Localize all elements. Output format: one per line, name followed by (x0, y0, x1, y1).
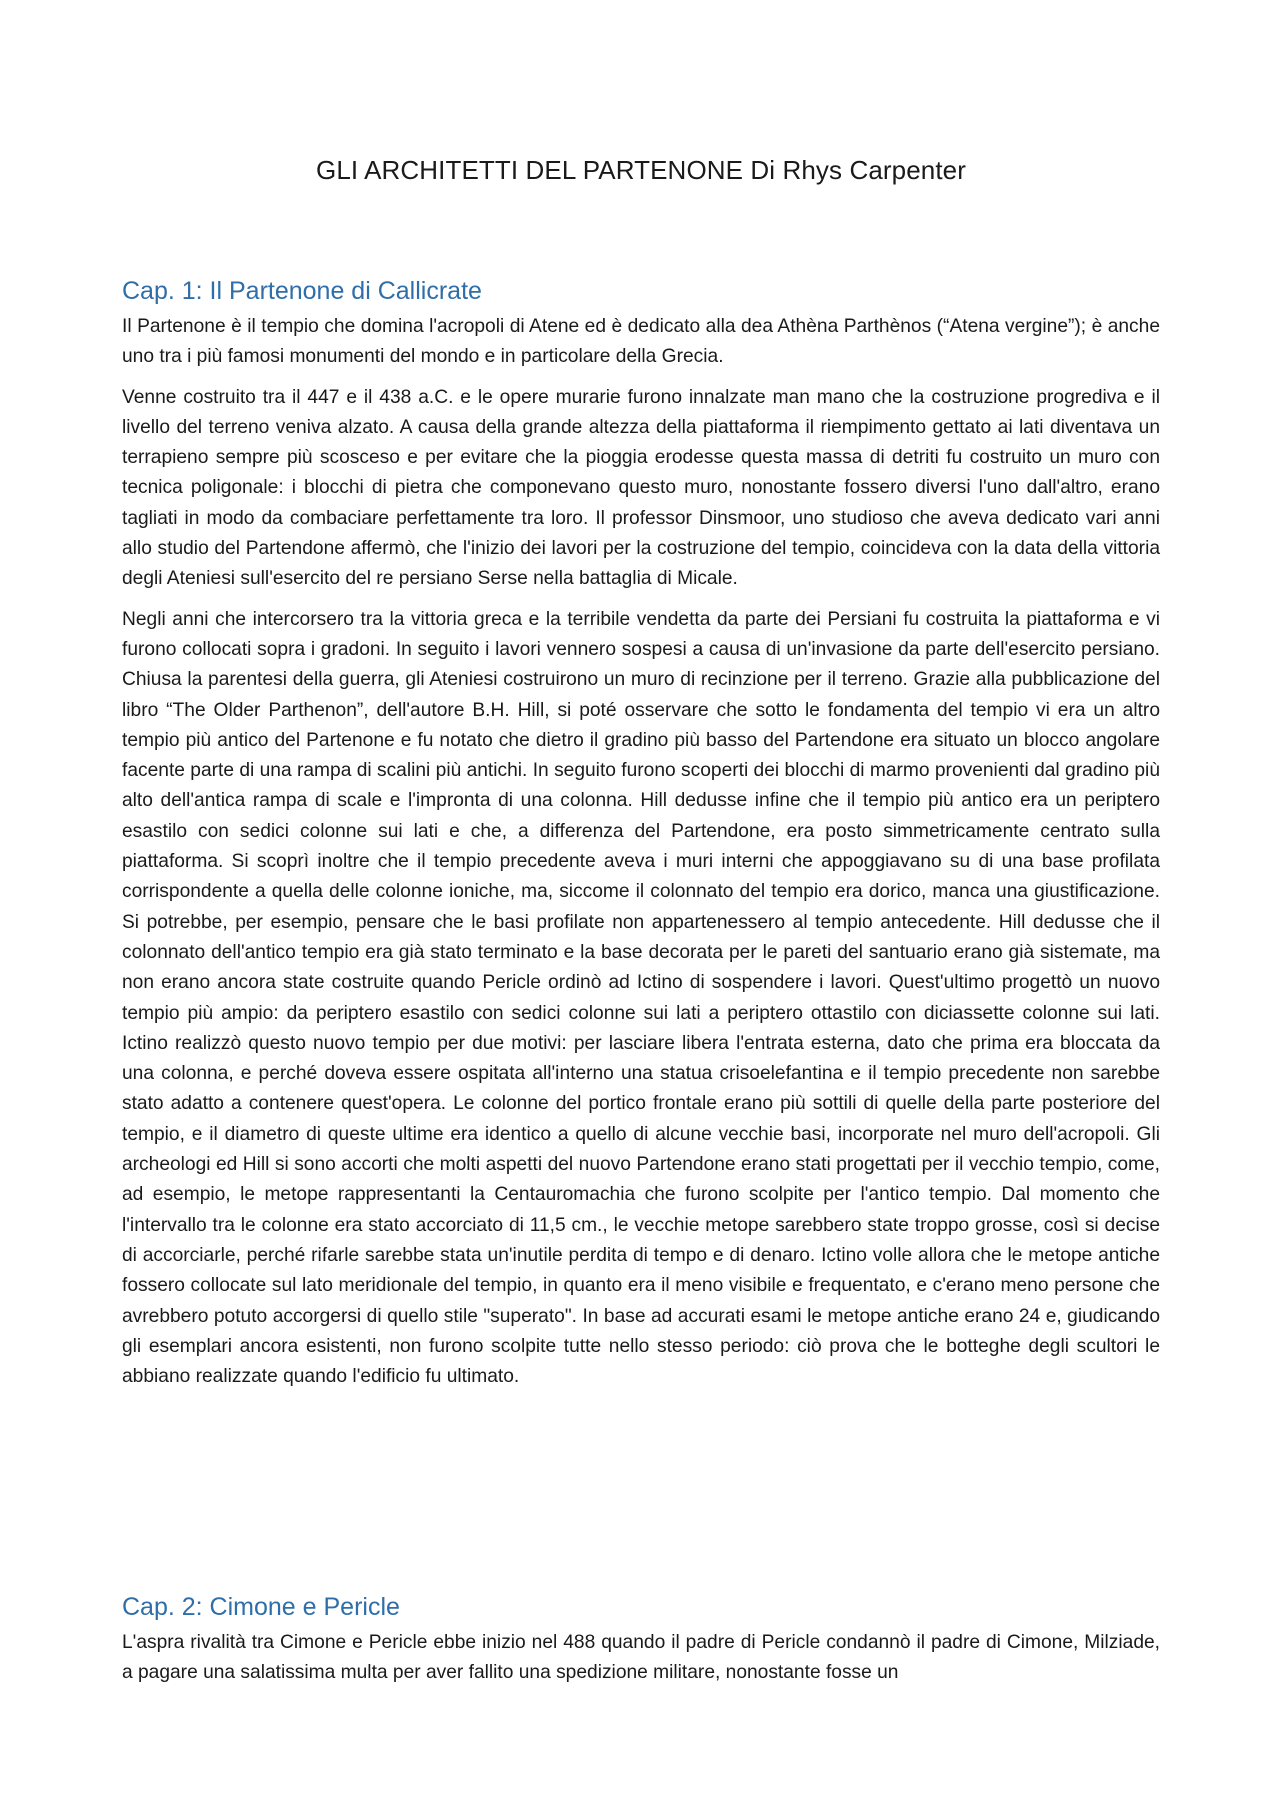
chapter-1-paragraph-1: Il Partenone è il tempio che domina l'acropoli di Atene ed è dedicato alla dea Athèna Parthènos (“Atena vergine”); è anche uno tra i più famosi monumenti del mondo e in particolare della Grecia. (122, 316, 1160, 368)
document-title: GLI ARCHITETTI DEL PARTENONE Di Rhys Carpenter (316, 155, 966, 185)
chapter-1-paragraph-3: Negli anni che intercorsero tra la vittoria greca e la terribile vendetta da parte dei Persiani fu costruita la piattaforma e vi furono collocati sopra i gradoni. In seguito i lavori vennero sospesi a causa di un'invasione da parte dell'esercito persiano. Chiusa la parentesi della guerra, gli Ateniesi costruirono un muro di recinzione per il terreno. Grazie alla pubblicazione del libro “The Older Parthenon”, dell'autore B.H. Hill, si poté osservare che sotto le fondamenta del tempio vi era un altro tempio più antico del Partenone e fu notato che dietro il gradino più basso del Partendone era situato un blocco angolare facente parte di una rampa di scalini più antichi. In seguito furono scoperti dei blocchi di marmo provenienti dal gradino più alto dell'antica rampa di scale e l'impronta di una colonna. Hill dedusse infine che il tempio più antico era un periptero esastilo con sedici colonne sui lati e che, a differenza del Partendone, era posto simmetricamente centrato sulla piattaforma. Si scoprì inoltre che il tempio precedente aveva i muri interni che appoggiavano su di una base profilata corrispondente a quella delle colonne ioniche, ma, siccome il colonnato del tempio era dorico, manca una giustificazione. Si potrebbe, per esempio, pensare che le basi profilate non appartenessero al tempio antecedente. Hill dedusse che il colonnato dell'antico tempio era già stato terminato e la base decorata per le pareti del santuario erano già sistemate, ma non erano ancora state costruite quando Pericle ordinò ad Ictino di sospendere i lavori. Quest'ultimo progettò un nuovo tempio più ampio: da periptero esastilo con sedici colonne sui lati a periptero ottastilo con diciassette colonne sui lati. Ictino realizzò questo nuovo tempio per due motivi: per lasciare libera l'entrata esterna, dato che prima era bloccata da una colonna, e perché doveva essere ospitata all'interno una statua crisoelefantina e il tempio precedente non sarebbe stato adatto a contenere quest'opera. Le colonne del portico frontale erano più sottili di quelle della parte posteriore del tempio, e il diametro di queste ultime era identico a quello di alcune vecchie basi, incorporate nel muro dell'acropoli. Gli archeologi ed Hill si sono accorti che molti aspetti del nuovo Partendone erano stati progettati per il vecchio tempio, come, ad esempio, le metope rappresentanti la Centauromachia che furono scolpite per l'antico tempio. Dal momento che l'intervallo tra le colonne era stato accorciato di 11,5 cm., le vecchie metope sarebbero state troppo grosse, così si decise di accorciarle, perché rifarle sarebbe stata un'inutile perdita di tempo e di denaro. Ictino volle allora che le metope antiche fossero collocate sul lato meridionale del tempio, in quanto era il meno visibile e frequentato, e c'erano meno persone che avrebbero potuto accorgersi di quello stile "superato". In base ad accurati esami le metope antiche erano 24 e, giudicando gli esemplari ancora esistenti, non furono scolpite tutte nello stesso periodo: ciò prova che le botteghe degli scultori le abbiano realizzate quando l'edificio fu ultimato. (122, 608, 1160, 1388)
chapter-1-heading: Cap. 1: Il Partenone di Callicrate (122, 277, 482, 305)
chapter-2-paragraph-1: L'aspra rivalità tra Cimone e Pericle ebbe inizio nel 488 quando il padre di Pericle condannò il padre di Cimone, Milziade, a pagare una salatissima multa per aver fallito una spedizione militare, nonostante fosse un (122, 1632, 1160, 1684)
chapter-2-heading: Cap. 2: Cimone e Pericle (122, 1593, 400, 1621)
chapter-1-paragraph-2: Venne costruito tra il 447 e il 438 a.C. e le opere murarie furono innalzate man mano che la costruzione progrediva e il livello del terreno veniva alzato. A causa della grande altezza della piattaforma il riempimento gettato ai lati diventava un terrapieno sempre più scosceso e per evitare che la pioggia erodesse questa massa di detriti fu costruito un muro con tecnica poligonale: i blocchi di pietra che componevano questo muro, nonostante fossero diversi l'uno dall'altro, erano tagliati in modo da combaciare perfettamente tra loro. Il professor Dinsmoor, uno studioso che aveva dedicato vari anni allo studio del Partendone affermò, che l'inizio dei lavori per la costruzione del tempio, coincideva con la data della vittoria degli Ateniesi sull'esercito del re persiano Serse nella battaglia di Micale. (122, 386, 1160, 590)
chapter-2 (122, 1590, 1160, 1699)
chapter-1 (122, 274, 1160, 1402)
